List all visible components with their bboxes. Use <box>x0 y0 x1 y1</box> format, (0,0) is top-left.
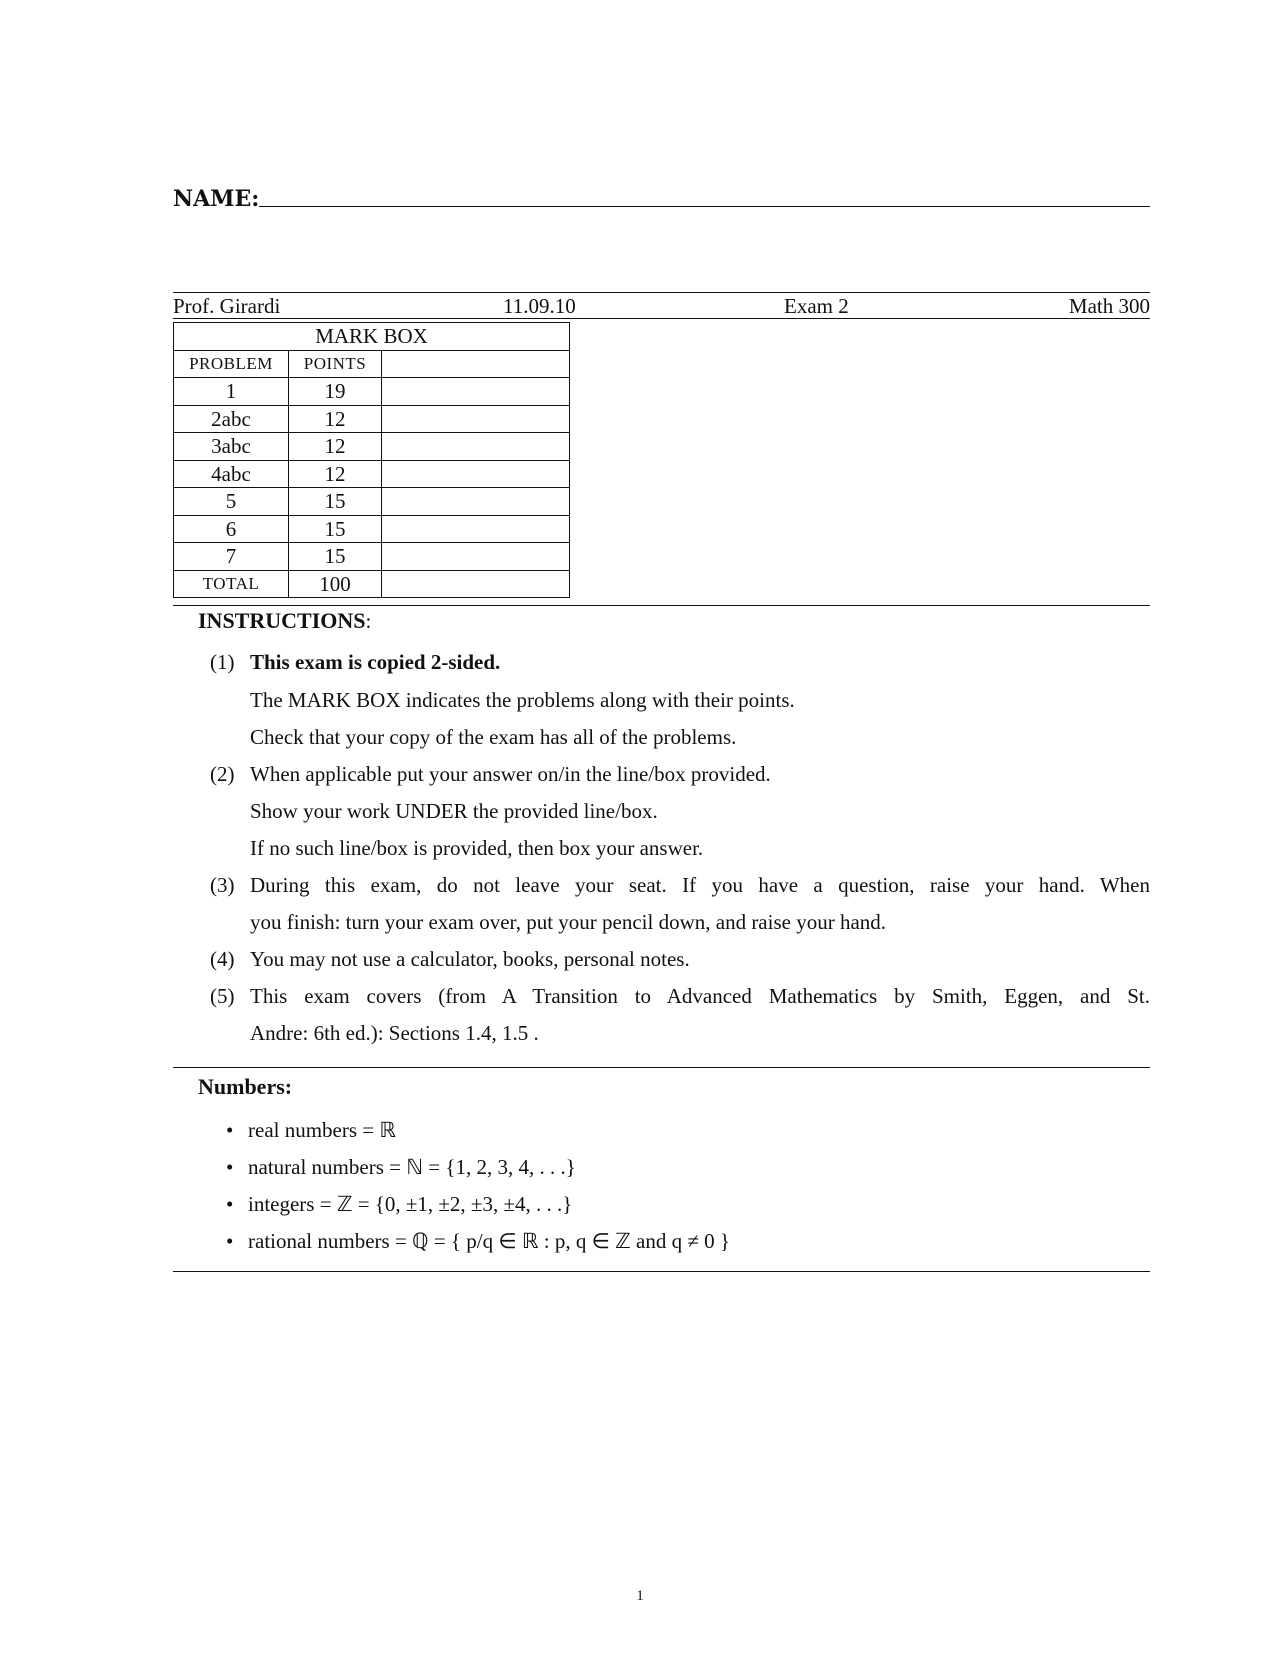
exam-header <box>173 294 1150 320</box>
item-text: natural numbers = ℕ = {1, 2, 3, 4, . . .} <box>248 1155 576 1179</box>
item-text: When applicable put your answer on/in the line/box provided. <box>250 762 771 786</box>
total-row <box>174 570 570 598</box>
item-text: This exam is copied 2-sided. <box>250 650 501 674</box>
points-cell: 12 <box>289 460 382 488</box>
total-points: 100 <box>289 570 382 598</box>
numbers-top-rule <box>173 1067 1150 1068</box>
table-row <box>174 515 570 543</box>
problem-cell: 5 <box>174 488 289 516</box>
problem-cell: 1 <box>174 378 289 406</box>
points-cell: 15 <box>289 515 382 543</box>
bullet-icon: • <box>226 1118 234 1142</box>
bullet-icon: • <box>226 1155 234 1179</box>
score-cell <box>382 488 570 516</box>
header-bottom-rule <box>173 318 1150 319</box>
mark-box-table <box>173 322 570 598</box>
problem-cell: 2abc <box>174 405 289 433</box>
problem-cell: 6 <box>174 515 289 543</box>
mark-box-title: MARK BOX <box>174 323 570 351</box>
item-text: Andre: 6th ed.): Sections 1.4, 1.5 . <box>250 1021 539 1045</box>
list-item <box>226 1118 396 1143</box>
table-row <box>174 405 570 433</box>
item-text: The MARK BOX indicates the problems along with their points. <box>250 688 795 712</box>
score-cell <box>382 378 570 406</box>
name-line[interactable] <box>259 206 1150 207</box>
points-cell: 12 <box>289 405 382 433</box>
list-item <box>226 1229 730 1254</box>
score-cell <box>382 405 570 433</box>
points-cell: 15 <box>289 543 382 571</box>
bullet-icon: • <box>226 1192 234 1216</box>
points-cell: 15 <box>289 488 382 516</box>
item-text: During this exam, do not leave your seat. If you have a question, raise your hand. When <box>250 873 1150 897</box>
column-header-points: POINTS <box>289 350 382 378</box>
score-cell <box>382 350 570 378</box>
name-field <box>173 186 1150 212</box>
list-item <box>226 1192 572 1217</box>
table-row <box>174 543 570 571</box>
course-name: Math 300 <box>1068 294 1150 318</box>
item-number: (4) <box>210 947 235 971</box>
instructions-colon: : <box>365 609 372 633</box>
bullet-icon: • <box>226 1229 234 1253</box>
problem-cell: 7 <box>174 543 289 571</box>
table-row <box>174 378 570 406</box>
problem-cell: 3abc <box>174 433 289 461</box>
item-number: (5) <box>210 984 235 1008</box>
exam-date: 11.09.10 <box>503 294 576 318</box>
item-text: You may not use a calculator, books, personal notes. <box>250 947 690 971</box>
name-label: NAME: <box>173 186 260 212</box>
score-cell <box>382 460 570 488</box>
instructions-title: INSTRUCTIONS <box>198 608 366 633</box>
item-number: (2) <box>210 762 235 786</box>
score-cell <box>382 570 570 598</box>
numbers-bottom-rule <box>173 1271 1150 1272</box>
item-text: This exam covers (from A Transition to Advanced Mathematics by Smith, Eggen, and St. <box>250 984 1150 1008</box>
points-cell: 12 <box>289 433 382 461</box>
item-text: you finish: turn your exam over, put your pencil down, and raise your hand. <box>250 910 887 934</box>
points-cell: 19 <box>289 378 382 406</box>
item-text: If no such line/box is provided, then box your answer. <box>250 836 704 860</box>
page-number: 1 <box>636 1588 644 1604</box>
mark-box-header-row <box>174 350 570 378</box>
item-number: (3) <box>210 873 235 897</box>
column-header-problem: PROBLEM <box>174 350 289 378</box>
item-text: Show your work UNDER the provided line/box. <box>250 799 658 823</box>
score-cell <box>382 515 570 543</box>
item-text: real numbers = ℝ <box>248 1118 397 1142</box>
score-cell <box>382 433 570 461</box>
item-text: Check that your copy of the exam has all of the problems. <box>250 725 737 749</box>
numbers-title: Numbers: <box>198 1074 293 1099</box>
total-label: TOTAL <box>174 570 289 598</box>
item-number: (1) <box>210 650 235 674</box>
score-cell <box>382 543 570 571</box>
exam-title: Exam 2 <box>784 294 849 318</box>
mark-box-title-row <box>174 323 570 351</box>
professor-name: Prof. Girardi <box>173 294 281 318</box>
item-text: integers = ℤ = {0, ±1, ±2, ±3, ±4, . . .} <box>248 1192 573 1216</box>
table-row <box>174 488 570 516</box>
item-text: rational numbers = ℚ = { p/q ∈ ℝ : p, q ∈ ℤ and q ≠ 0 } <box>248 1229 730 1253</box>
list-item <box>226 1155 576 1180</box>
table-row <box>174 433 570 461</box>
problem-cell: 4abc <box>174 460 289 488</box>
instructions-heading <box>198 608 371 634</box>
instructions-top-rule <box>173 605 1150 606</box>
header-top-rule <box>173 292 1150 293</box>
table-row <box>174 460 570 488</box>
